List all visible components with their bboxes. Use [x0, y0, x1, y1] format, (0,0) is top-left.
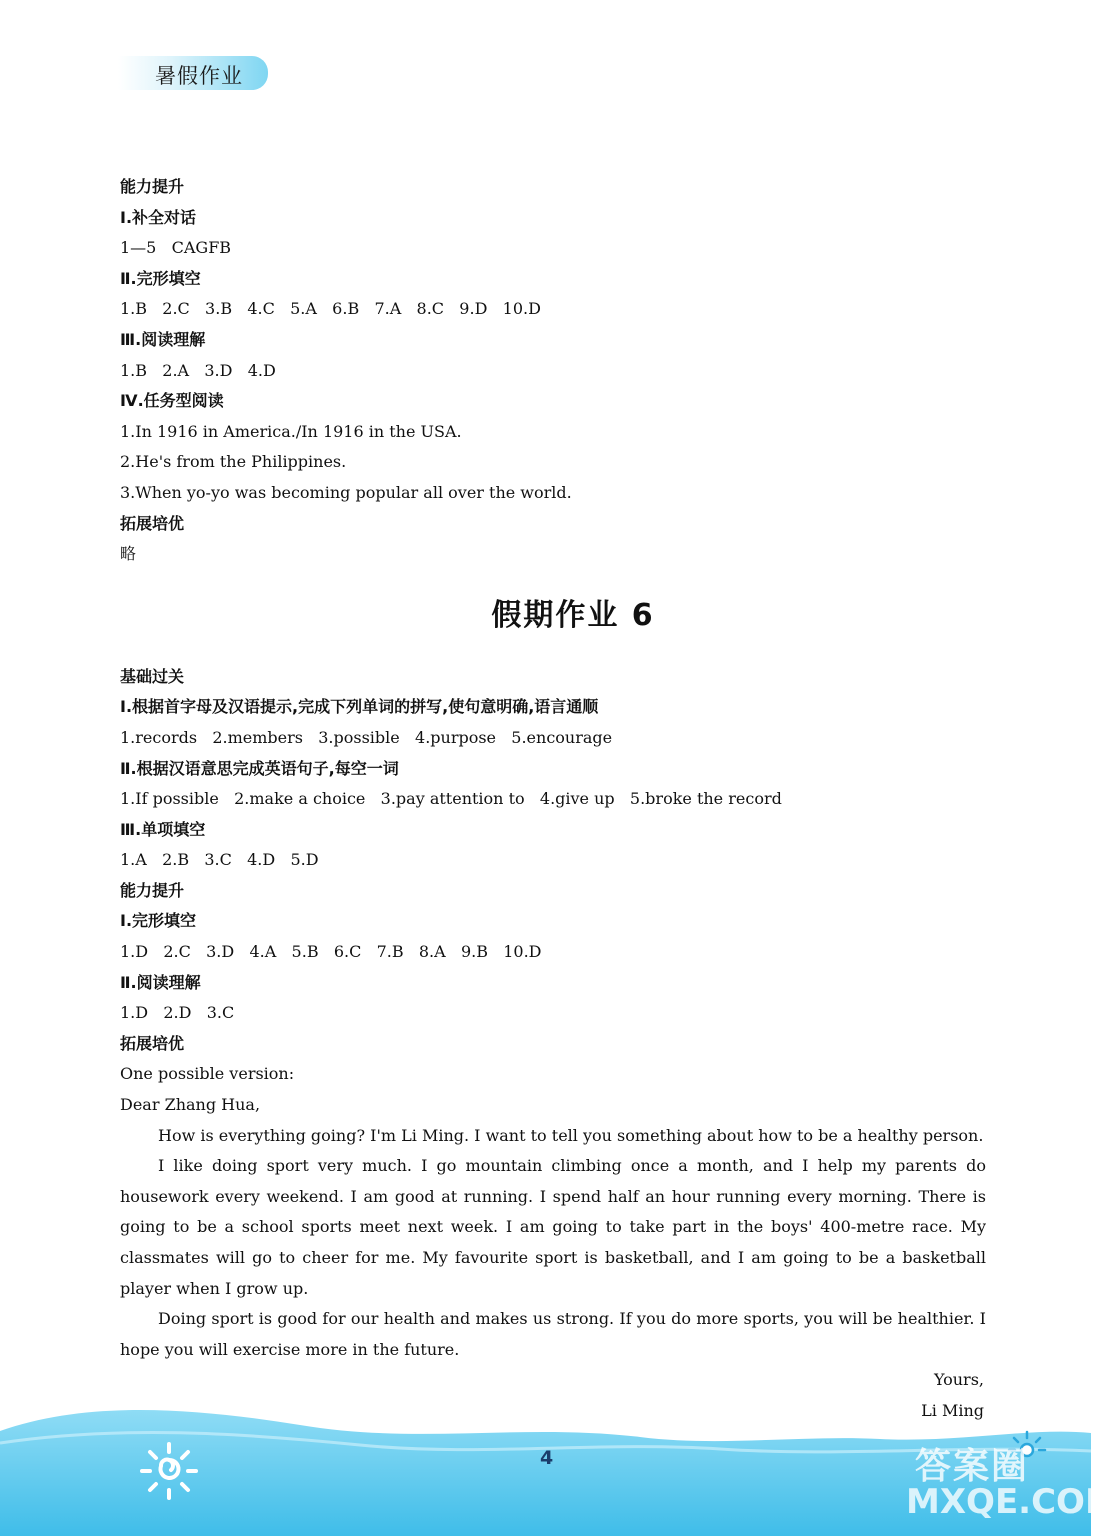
question-label: Ⅱ.完形填空	[120, 268, 201, 288]
extension-heading: 拓展培优	[120, 513, 185, 533]
header-title: 暑假作业	[155, 64, 243, 88]
answer-line: 3.When yo-yo was becoming popular all over the world.	[120, 482, 572, 502]
question-label: Ⅰ.完形填空	[120, 911, 197, 931]
section-heading: 能力提升	[120, 177, 185, 196]
answer-line: 1—5 CAGFB	[120, 238, 232, 258]
question-label: Ⅱ.阅读理解	[120, 972, 201, 992]
answer-line: 1.B 2.A 3.D 4.D	[120, 360, 276, 380]
answer-line: 1.records 2.members 3.possible 4.purpose 5.encourage	[120, 727, 613, 747]
section-title: 假期作业 6	[491, 597, 655, 633]
question-label: Ⅰ.根据首字母及汉语提示,完成下列单词的拼写,使句意明确,语言通顺	[120, 697, 599, 717]
answer-line: 1.A 2.B 3.C 4.D 5.D	[120, 850, 319, 870]
letter-paragraph: Doing sport is good for our health and makes us strong. If you do more sports, you will be healthier. I hope you will exercise more in the future.	[120, 1309, 986, 1359]
question-label: Ⅳ.任务型阅读	[120, 391, 224, 411]
letter-closing: Yours,	[933, 1370, 984, 1390]
watermark-cn: 答案圈	[915, 1446, 1030, 1487]
answer-line: 1.D 2.D 3.C	[120, 1003, 235, 1023]
basics-heading: 基础过关	[120, 666, 185, 686]
page-content	[120, 172, 986, 1427]
answer-line: 1.In 1916 in America./In 1916 in the USA.	[120, 421, 462, 441]
answer-line: 1.B 2.C 3.B 4.C 5.A 6.B 7.A 8.C 9.D 10.D	[120, 299, 541, 319]
question-label: Ⅲ.阅读理解	[120, 329, 206, 349]
answer-line: 1.D 2.C 3.D 4.A 5.B 6.C 7.B 8.A 9.B 10.D	[120, 942, 542, 962]
letter-signature: Li Ming	[921, 1400, 984, 1420]
answer-line: 1.If possible 2.make a choice 3.pay attention to 4.give up 5.broke the record	[120, 789, 782, 809]
question-label: Ⅲ.单项填空	[120, 819, 206, 839]
sun-icon	[138, 1440, 200, 1502]
answer-line: 2.He's from the Philippines.	[120, 452, 347, 472]
extension-text: 略	[120, 544, 137, 564]
question-label: Ⅱ.根据汉语意思完成英语句子,每空一词	[120, 758, 399, 778]
extension-heading: 拓展培优	[120, 1033, 185, 1053]
question-label: Ⅰ.补全对话	[120, 207, 197, 227]
letter-paragraph: How is everything going? I'm Li Ming. I want to tell you something about how to be a healthy person.	[158, 1125, 984, 1145]
letter-paragraph: I like doing sport very much. I go mountain climbing once a month, and I help my parents do housework every weekend. I am good at running. I spend half an hour running every morning. There is going to be a school sports meet next week. I am going to take part in the boys' 400-metre race. My classmates will go to cheer for me. My favourite sport is basketball, and I am going to be a basketball player when I grow up.	[120, 1156, 986, 1298]
watermark: MXQE.COM	[906, 1482, 1119, 1522]
letter-intro: One possible version:	[120, 1064, 295, 1084]
letter-salutation: Dear Zhang Hua,	[120, 1095, 261, 1115]
page-number: 4	[540, 1447, 554, 1469]
ability-heading: 能力提升	[120, 880, 185, 900]
